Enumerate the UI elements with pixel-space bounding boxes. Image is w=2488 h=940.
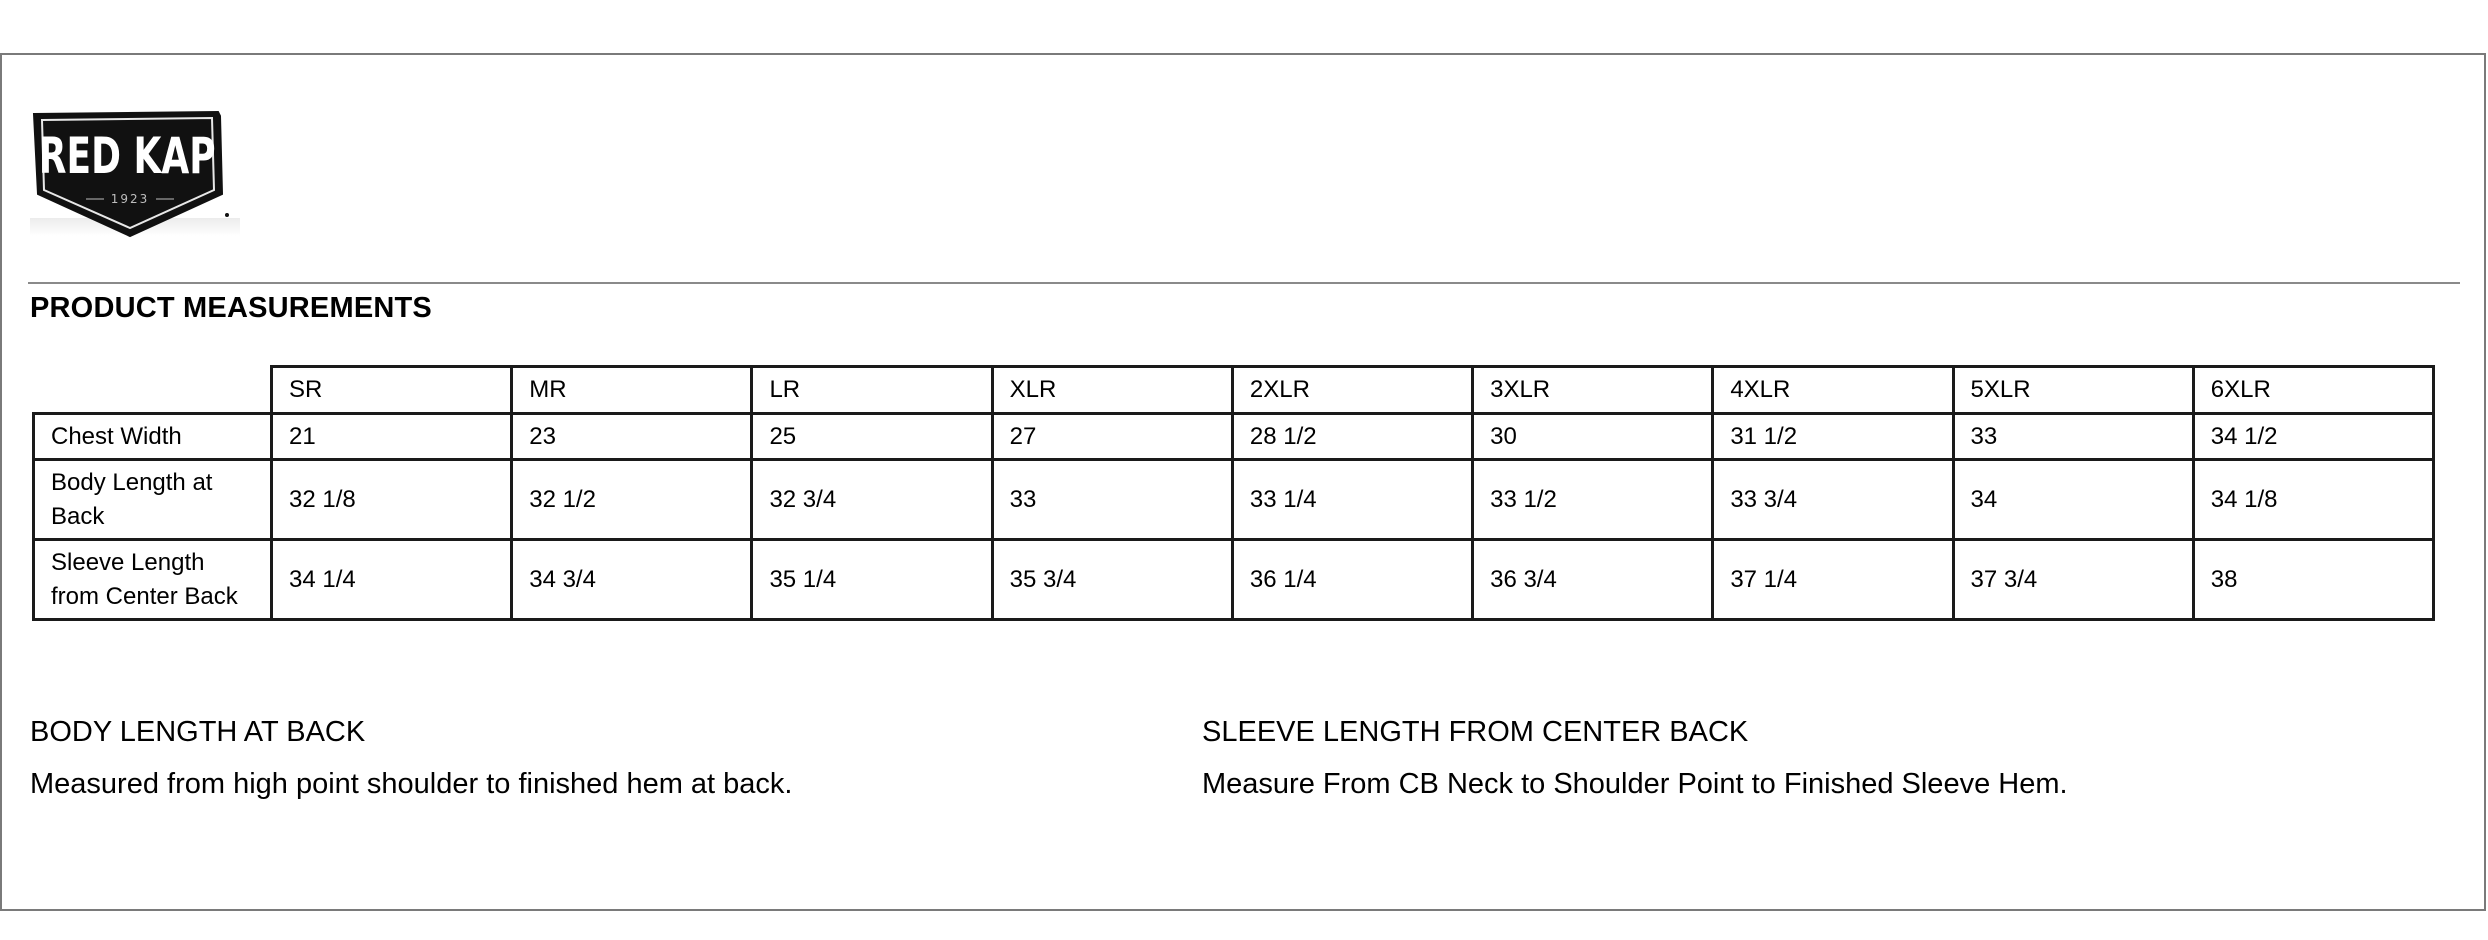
size-header: XLR — [992, 367, 1232, 414]
table-cell: 21 — [272, 414, 512, 460]
size-header: 4XLR — [1713, 367, 1953, 414]
size-header: MR — [512, 367, 752, 414]
table-cell: 32 1/8 — [272, 460, 512, 540]
section-title: PRODUCT MEASUREMENTS — [30, 292, 432, 324]
table-corner-cell — [34, 367, 272, 414]
table-cell: 32 3/4 — [752, 460, 992, 540]
table-cell: 34 1/8 — [2193, 460, 2433, 540]
row-label: Sleeve Length from Center Back — [34, 540, 272, 620]
logo-brand-text: RED KAP — [38, 128, 216, 186]
size-header: SR — [272, 367, 512, 414]
table-cell: 35 1/4 — [752, 540, 992, 620]
table-cell: 25 — [752, 414, 992, 460]
table-cell: 35 3/4 — [992, 540, 1232, 620]
table-cell: 30 — [1473, 414, 1713, 460]
table-cell: 23 — [512, 414, 752, 460]
size-header: 2XLR — [1232, 367, 1472, 414]
body-length-note-text: Measured from high point shoulder to finished hem at back. — [30, 768, 793, 800]
table-row — [34, 460, 2434, 540]
table-cell: 28 1/2 — [1232, 414, 1472, 460]
red-kap-logo — [30, 108, 240, 240]
table-row — [34, 540, 2434, 620]
sleeve-length-note-text: Measure From CB Neck to Shoulder Point to Finished Sleeve Hem. — [1202, 768, 2068, 800]
logo-year-text: 1923 — [110, 192, 150, 206]
table-row — [34, 414, 2434, 460]
table-cell: 36 3/4 — [1473, 540, 1713, 620]
size-header: 5XLR — [1953, 367, 2193, 414]
row-label: Body Length at Back — [34, 460, 272, 540]
table-cell: 27 — [992, 414, 1232, 460]
table-cell: 37 1/4 — [1713, 540, 1953, 620]
table-cell: 38 — [2193, 540, 2433, 620]
table-cell: 34 1/4 — [272, 540, 512, 620]
table-cell: 33 1/2 — [1473, 460, 1713, 540]
table-cell: 34 3/4 — [512, 540, 752, 620]
size-header: 6XLR — [2193, 367, 2433, 414]
table-header-row — [34, 367, 2434, 414]
table-cell: 37 3/4 — [1953, 540, 2193, 620]
table-cell: 36 1/4 — [1232, 540, 1472, 620]
sleeve-length-note-title: SLEEVE LENGTH FROM CENTER BACK — [1202, 716, 1749, 748]
table-cell: 33 — [992, 460, 1232, 540]
table-cell: 33 3/4 — [1713, 460, 1953, 540]
measurements-table — [32, 365, 2435, 621]
table-cell: 32 1/2 — [512, 460, 752, 540]
table-cell: 33 — [1953, 414, 2193, 460]
table-cell: 34 1/2 — [2193, 414, 2433, 460]
size-header: 3XLR — [1473, 367, 1713, 414]
row-label: Chest Width — [34, 414, 272, 460]
table-cell: 31 1/2 — [1713, 414, 1953, 460]
table-cell: 34 — [1953, 460, 2193, 540]
header-divider — [28, 282, 2460, 284]
size-header: LR — [752, 367, 992, 414]
table-cell: 33 1/4 — [1232, 460, 1472, 540]
body-length-note-title: BODY LENGTH AT BACK — [30, 716, 366, 748]
